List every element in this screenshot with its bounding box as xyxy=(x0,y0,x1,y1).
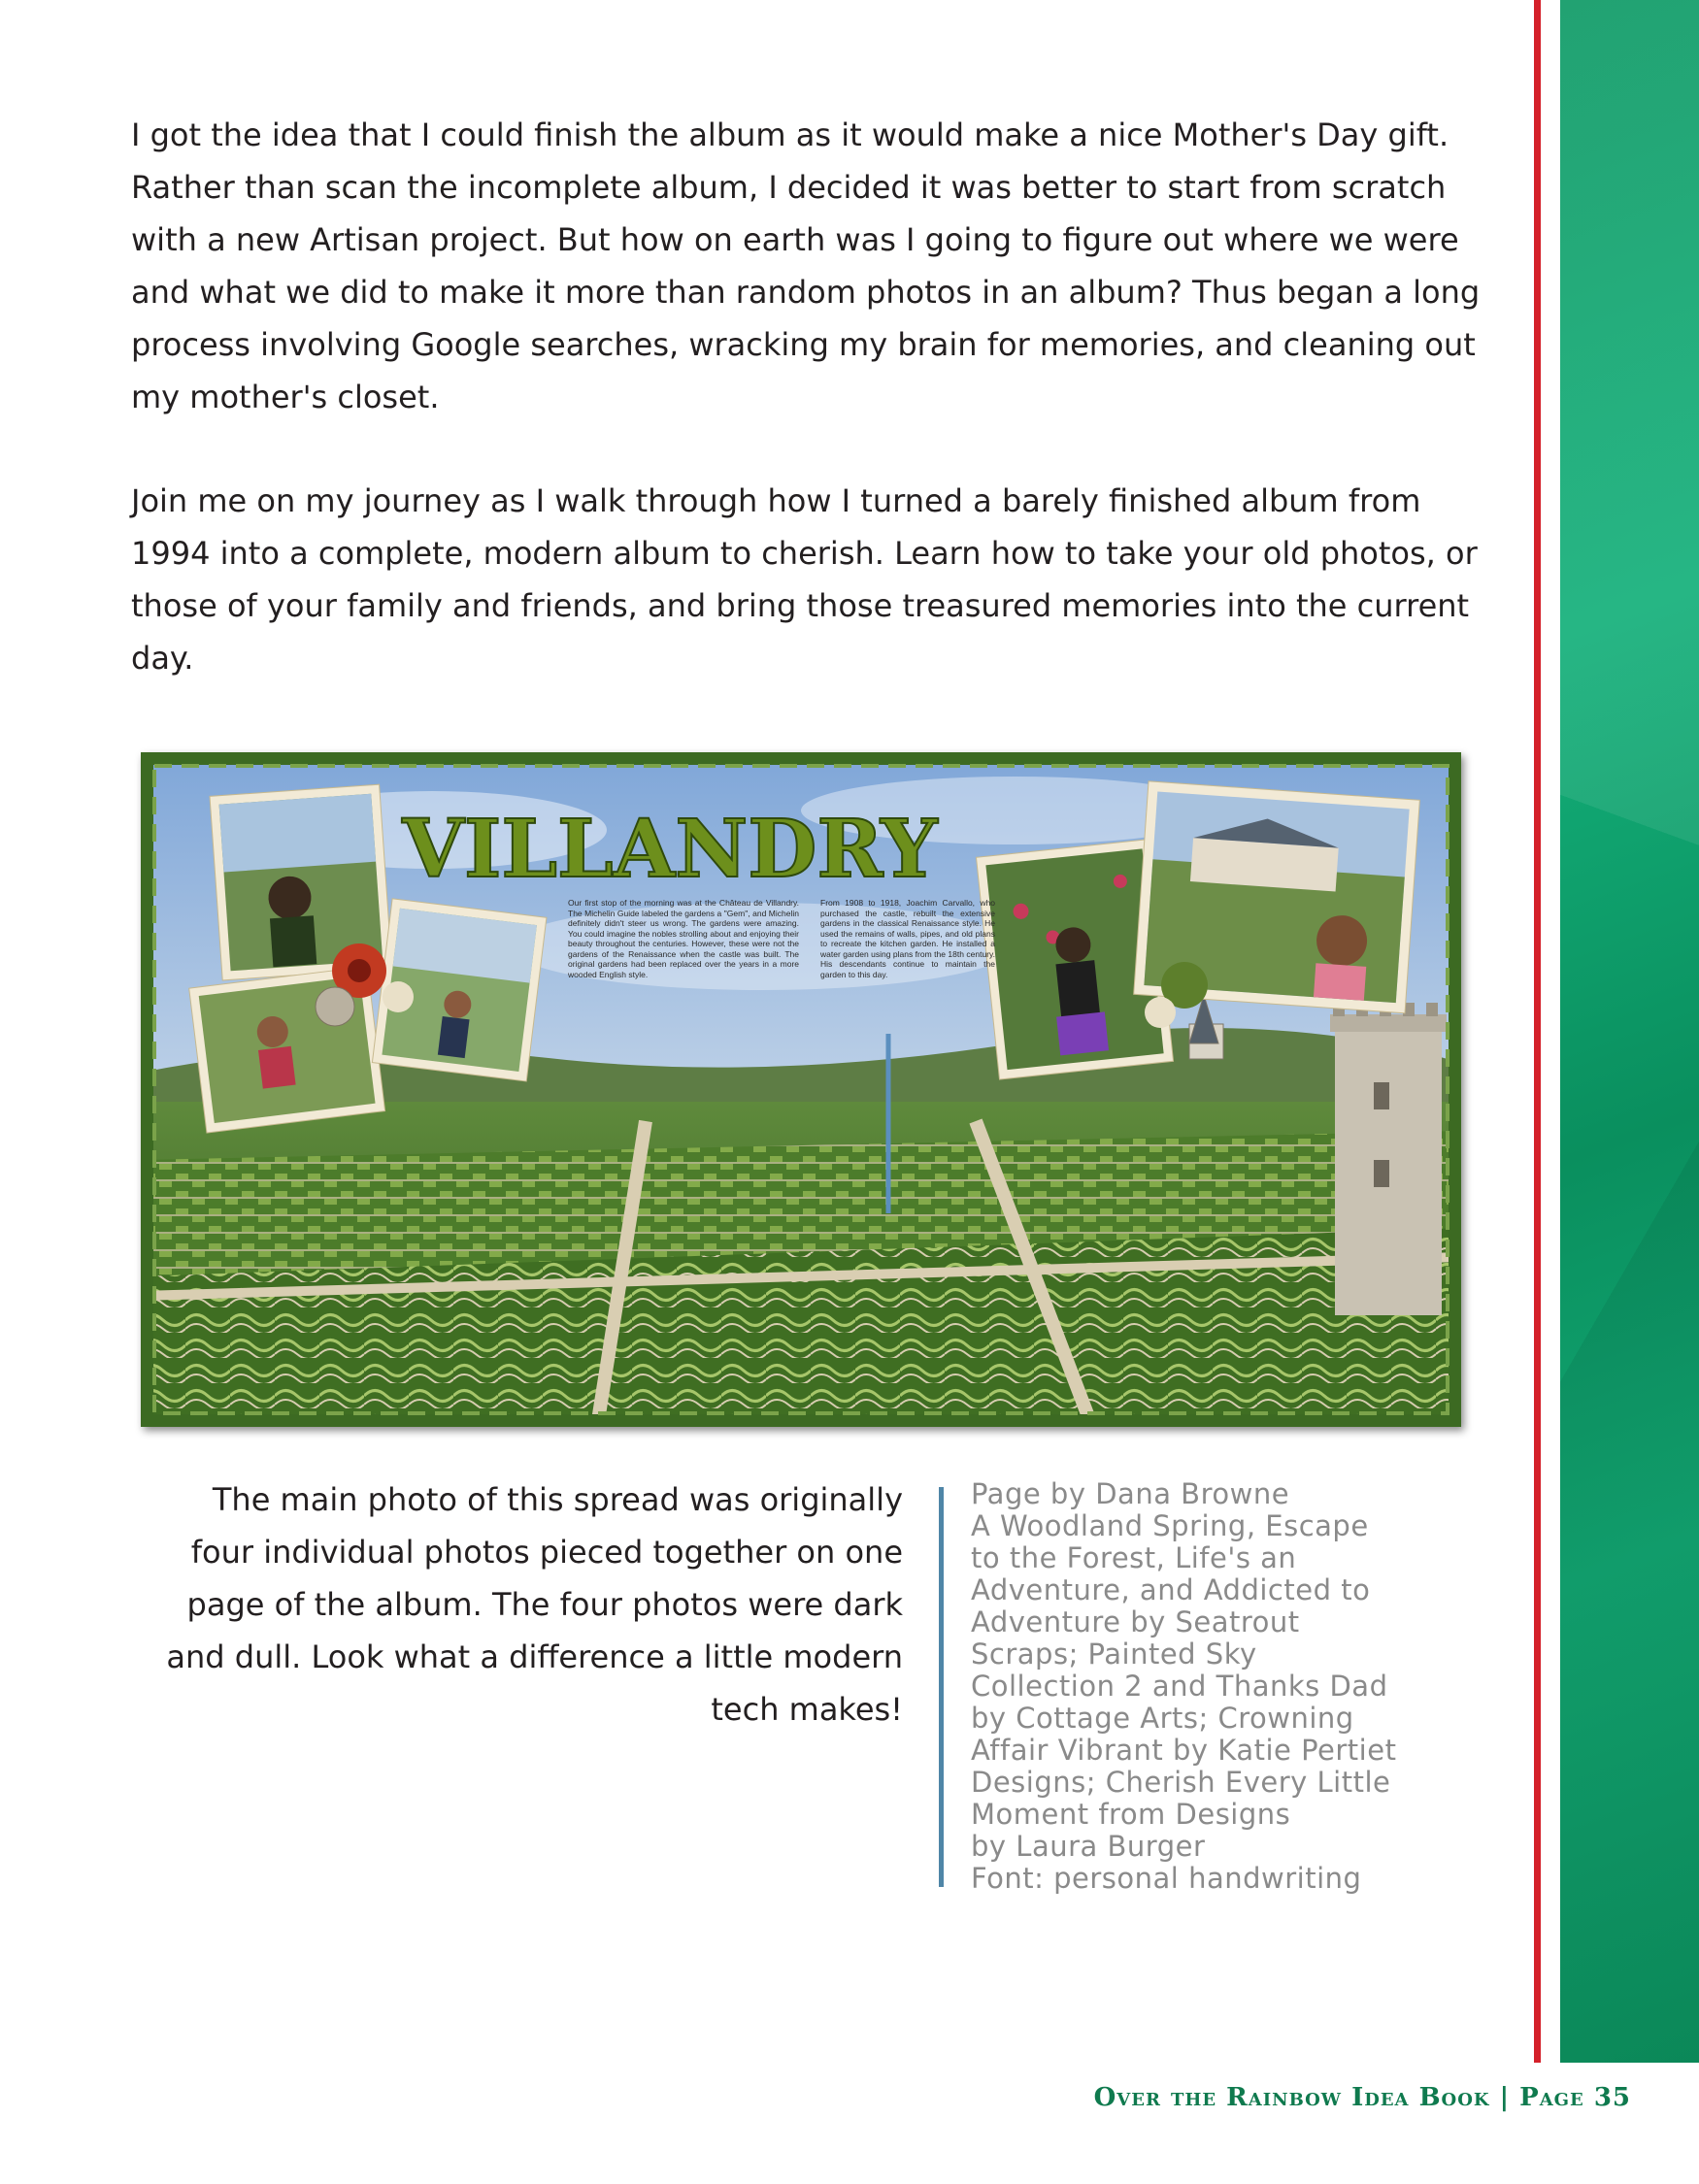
intro-text xyxy=(131,109,1490,736)
credit-line: Collection 2 and Thanks Dad xyxy=(971,1670,1388,1703)
villandry-spread-image xyxy=(141,752,1461,1427)
journal-left: Our first stop of the morning was at the Château de Villandry. The Michelin Guide labeled the gardens a "Gem", and Michelin definitely didn't steer us wrong. The gardens were amazing. You could imagine the nobles strolling about and enjoying their beauty throughout the centuries. However, these were not the gardens of the Renaissance when the castle was built. The original gardens had been replaced over the years in a more wooded English style. xyxy=(568,898,799,979)
side-red-stripe xyxy=(1534,0,1541,2063)
credits-divider xyxy=(939,1487,944,1887)
footer-separator: | xyxy=(1499,2083,1511,2112)
credit-line: Moment from Designs xyxy=(971,1798,1291,1831)
footer-page-number: Page 35 xyxy=(1519,2083,1631,2112)
spread-title: VILLANDRY xyxy=(402,803,938,896)
credit-line: by Cottage Arts; Crowning xyxy=(971,1702,1354,1735)
credit-line: Adventure, and Addicted to xyxy=(971,1573,1371,1606)
credit-line: by Laura Burger xyxy=(971,1830,1206,1863)
credit-line: Affair Vibrant by Katie Pertiet xyxy=(971,1734,1397,1767)
credit-line: Font: personal handwriting xyxy=(971,1862,1362,1895)
side-green-panel xyxy=(1560,0,1699,2063)
credits-block xyxy=(971,1478,1476,1895)
credit-line: to the Forest, Life's an xyxy=(971,1541,1297,1574)
page-footer xyxy=(1094,2083,1631,2112)
credit-line: Page by Dana Browne xyxy=(971,1477,1290,1510)
footer-title: Over the Rainbow Idea Book xyxy=(1093,2083,1490,2112)
journal-right: From 1908 to 1918, Joachim Carvallo, who purchased the castle, rebuilt the extensive gardens in the classical Renaissance style. He used the remains of walls, pipes, and old plans to recreate the kitchen garden. He installed a water garden using plans from the 18th century. His descendants continue to maintain the garden to this day. xyxy=(820,898,995,979)
intro-paragraph-1: I got the idea that I could finish the album as it would make a nice Mother's Day gift. Rather than scan the incomplete album, I decided it was better to start from scratch with a new Artisan project. But how on earth was I going to figure out where we were and what we did to make it more than random photos in an album? Thus began a long process involving Google searches, wracking my brain for memories, and cleaning out my mother's closet. xyxy=(131,116,1481,415)
villandry-scrapbook-spread xyxy=(141,752,1461,1427)
intro-paragraph-2: Join me on my journey as I walk through how I turned a barely finished album from 1994 into a complete, modern album to cherish. Learn how to take your old photos, or those of your family and friends, and bring those treasured memories into the current day. xyxy=(131,482,1478,677)
credit-line: Scraps; Painted Sky xyxy=(971,1638,1257,1671)
credit-line: Designs; Cherish Every Little xyxy=(971,1766,1391,1799)
credit-line: A Woodland Spring, Escape xyxy=(971,1509,1369,1542)
credit-line: Adventure by Seatrout xyxy=(971,1605,1300,1638)
spread-caption: The main photo of this spread was originally four individual photos pieced together on one page of the album. The four photos were dark and dull. Look what a difference a little modern tech makes! xyxy=(166,1481,903,1728)
